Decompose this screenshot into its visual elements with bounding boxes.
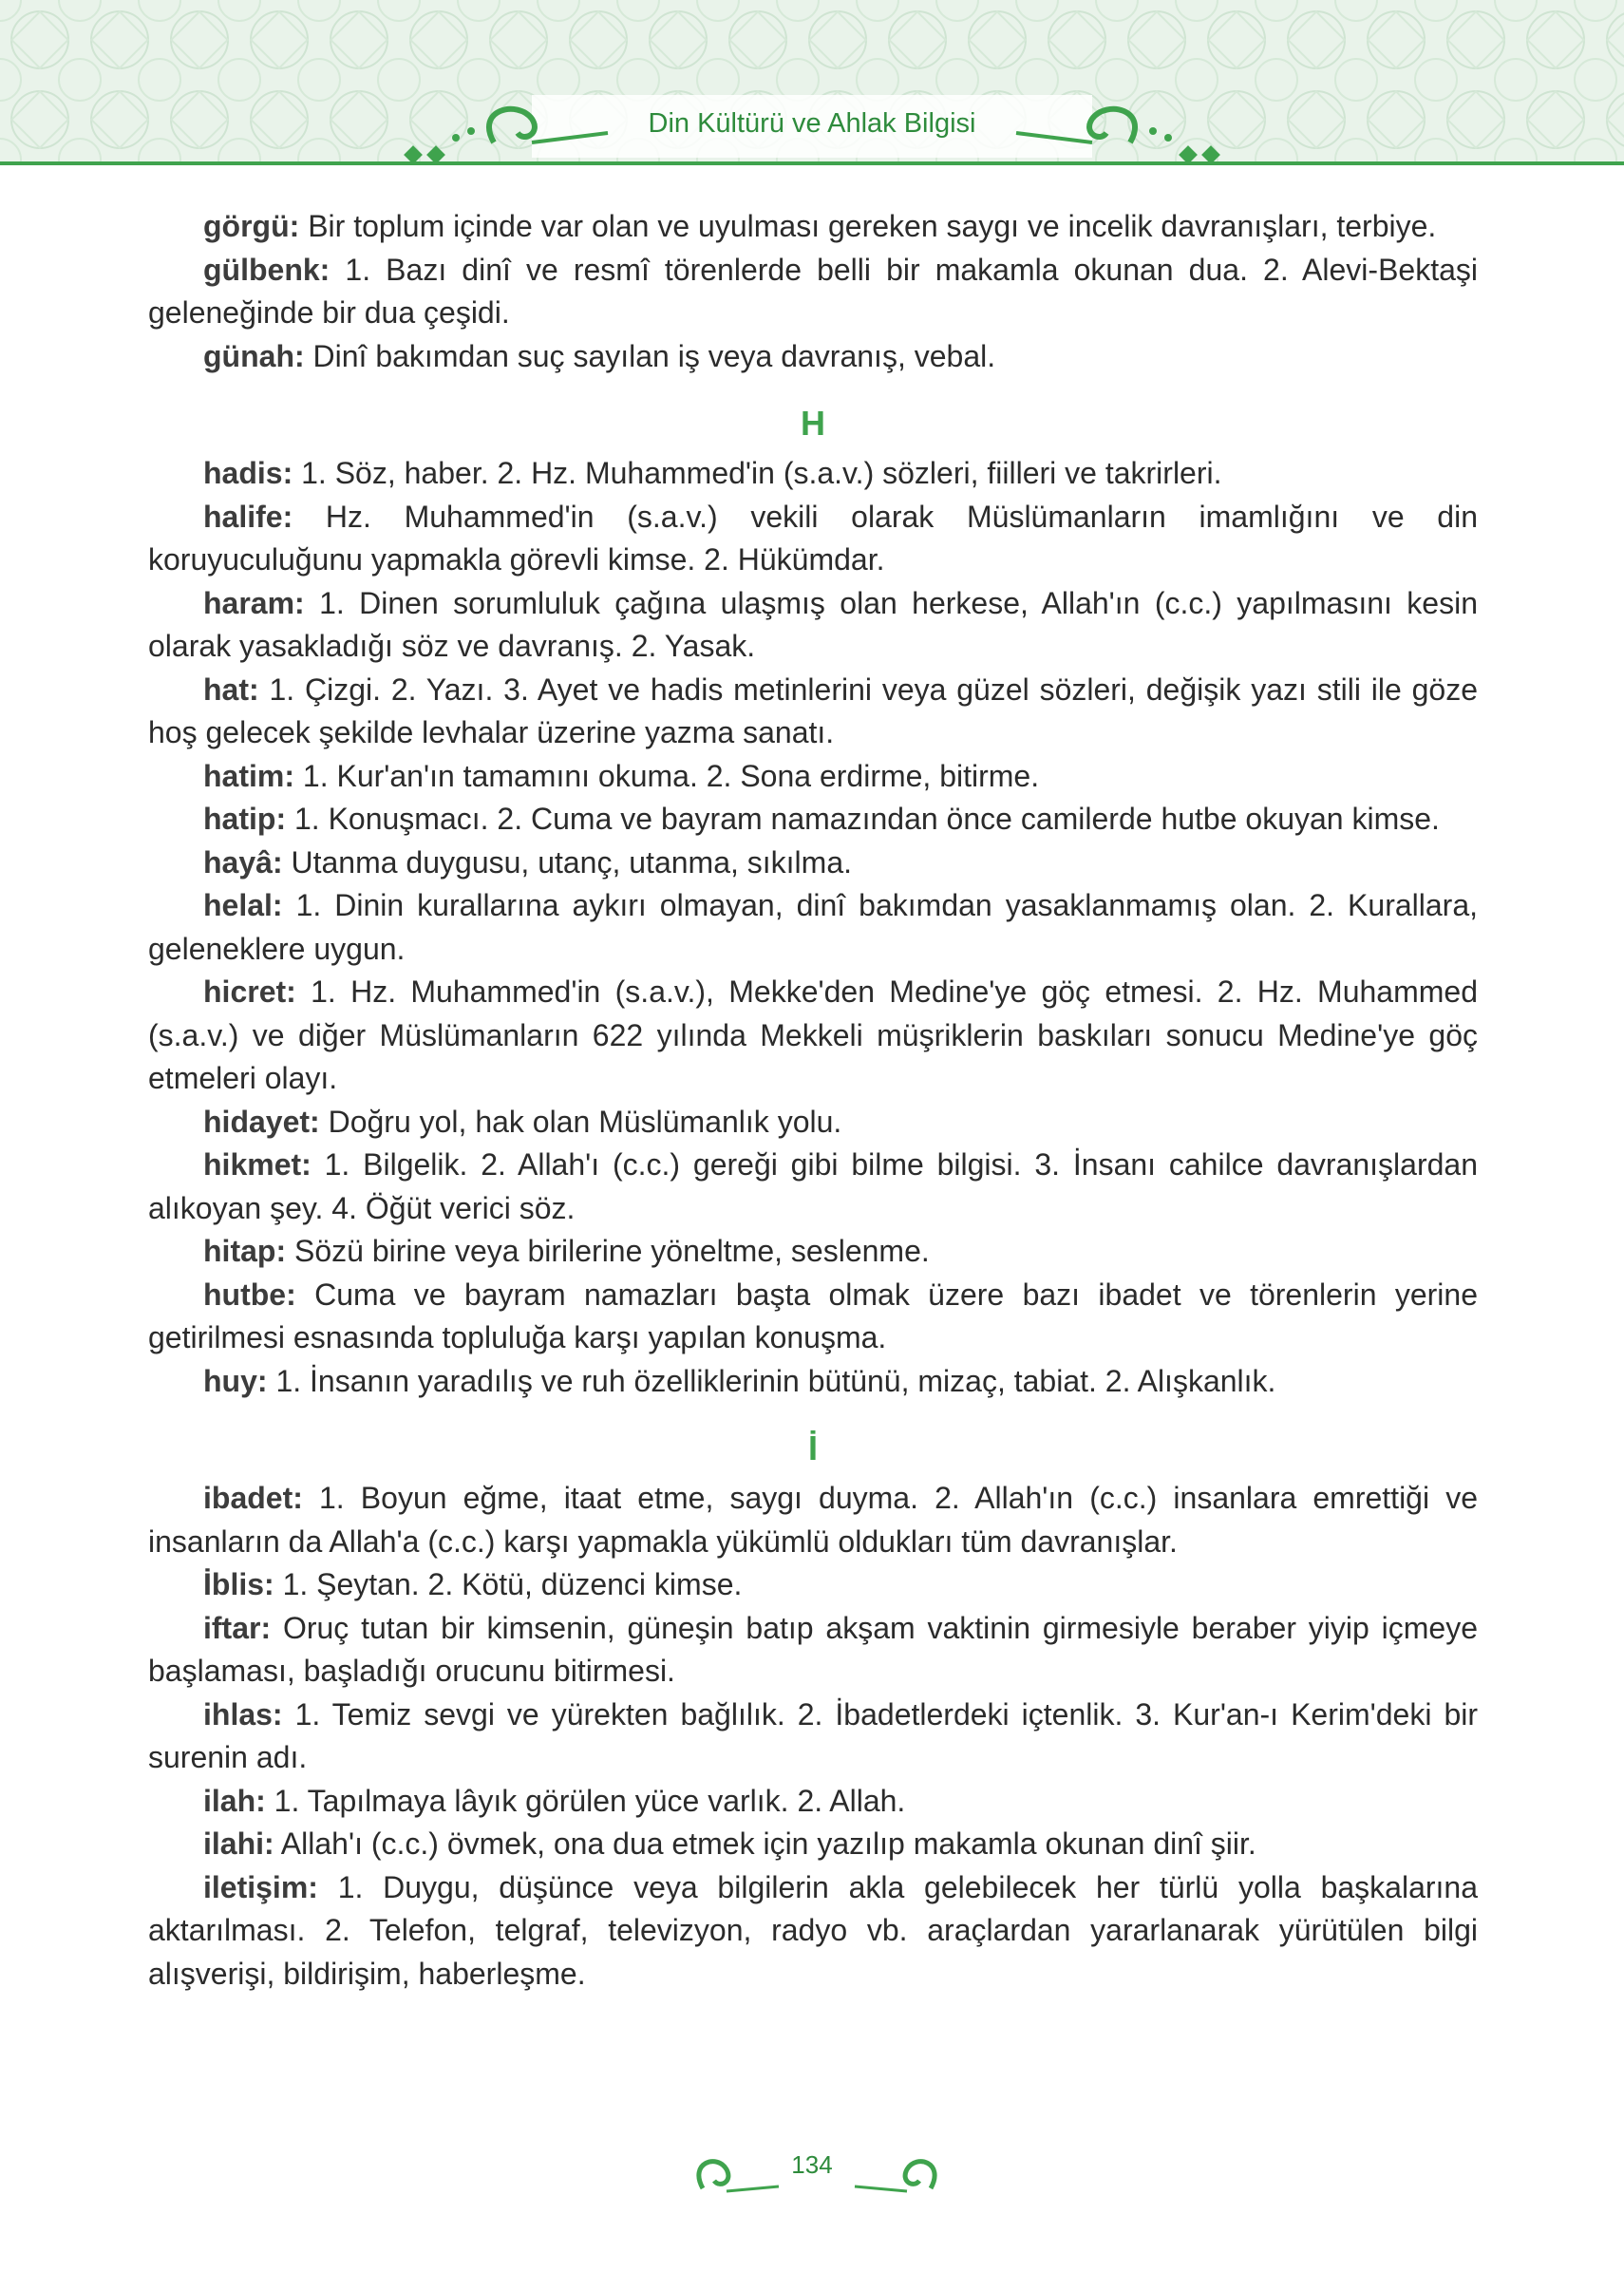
glossary-entry xyxy=(148,1101,1478,1145)
glossary-entry xyxy=(148,1477,1478,1563)
glossary-entry xyxy=(148,755,1478,799)
glossary-entry xyxy=(148,1694,1478,1780)
entry-term: günah: xyxy=(203,338,305,373)
entry-term: helal: xyxy=(203,888,283,922)
entry-term: gülbenk: xyxy=(203,252,330,287)
entry-term: hayâ: xyxy=(203,844,283,880)
glossary-entry xyxy=(148,1866,1478,1997)
entry-term: iftar: xyxy=(203,1610,272,1645)
entry-term: halife: xyxy=(203,499,293,534)
page-number: 134 xyxy=(791,2150,833,2179)
entry-definition: 1. Hz. Muhammed'in (s.a.v.), Mekke'den Medine'ye göç etmesi. 2. Hz. Muhammed (s.a.v.) ve diğer Müslümanların 622 yılında Mekkeli müşriklerin baskıları sonucu Medine'ye göç etmeleri olayı. xyxy=(148,975,1478,1095)
page-footer xyxy=(0,2139,1624,2205)
header-ornament-band xyxy=(0,0,1624,163)
entry-term: hat: xyxy=(203,672,259,707)
entry-definition: Dinî bakımdan suç sayılan iş veya davranış, vebal. xyxy=(304,338,996,373)
entry-definition: 1. Çizgi. 2. Yazı. 3. Ayet ve hadis metinlerini veya güzel sözleri, değişik yazı stili ile göze hoş gelecek şekilde levhalar üzerine yazma sanatı. xyxy=(148,672,1478,749)
entry-definition: 1. Temiz sevgi ve yürekten bağlılık. 2. İbadetlerdeki içtenlik. 3. Kur'an-ı Kerim'deki bir surenin adı. xyxy=(148,1696,1478,1774)
entry-definition: Hz. Muhammed'in (s.a.v.) vekili olarak Müslümanların imamlığını ve din koruyuculuğunu yapmakla görevli kimse. 2. Hükümdar. xyxy=(148,499,1478,577)
glossary-entry xyxy=(148,452,1478,496)
entry-definition: 1. Bazı dinî ve resmî törenlerde belli bir makamla okunan dua. 2. Alevi-Bektaşi geleneğinde bir dua çeşidi. xyxy=(148,252,1478,330)
section-letter-heading: İ xyxy=(807,1429,818,1467)
entry-definition: 1. Boyun eğme, itaat etme, saygı duyma. 2. Allah'ın (c.c.) insanlara emrettiği ve insanların da Allah'a (c.c.) karşı yapmakla yükümlü oldukları tüm davranışlar. xyxy=(148,1481,1478,1559)
entry-definition: 1. Şeytan. 2. Kötü, düzenci kimse. xyxy=(274,1567,743,1601)
entry-term: ilah: xyxy=(203,1783,266,1818)
entry-definition: Doğru yol, hak olan Müslümanlık yolu. xyxy=(319,1104,842,1139)
glossary-entry xyxy=(148,249,1478,335)
entry-term: hadis: xyxy=(203,456,293,490)
entry-term: iletişim: xyxy=(203,1869,318,1904)
glossary-entry xyxy=(148,1823,1478,1866)
glossary-entry xyxy=(148,1563,1478,1607)
entry-definition: Bir toplum içinde var olan ve uyulması gereken saygı ve incelik davranışları, terbiye. xyxy=(299,209,1437,243)
glossary-entry xyxy=(148,1780,1478,1824)
entry-definition: Oruç tutan bir kimsenin, güneşin batıp akşam vaktinin girmesiyle beraber yiyip içmeye başlaması, başladığı orucunu bitirmesi. xyxy=(148,1610,1478,1688)
glossary-entry xyxy=(148,1607,1478,1694)
glossary-entry xyxy=(148,1274,1478,1360)
entry-term: haram: xyxy=(203,585,305,620)
entry-definition: 1. Söz, haber. 2. Hz. Muhammed'in (s.a.v.) sözleri, fiilleri ve takrirleri. xyxy=(293,456,1222,490)
entry-term: hatim: xyxy=(203,758,294,793)
header-divider-line xyxy=(0,161,1624,165)
glossary-entry xyxy=(148,496,1478,582)
entry-definition: 1. Dinen sorumluluk çağına ulaşmış olan herkese, Allah'ın (c.c.) yapılmasını kesin olarak yasakladığı söz ve davranış. 2. Yasak. xyxy=(148,585,1478,663)
entry-term: ihlas: xyxy=(203,1696,283,1732)
entry-definition: 1. Bilgelik. 2. Allah'ı (c.c.) gereği gibi bilme bilgisi. 3. İnsanı cahilce davranışlardan alıkoyan şey. 4. Öğüt verici söz. xyxy=(148,1147,1478,1225)
glossary-entry xyxy=(148,798,1478,842)
entry-definition: Utanma duygusu, utanç, utanma, sıkılma. xyxy=(282,844,852,880)
glossary-entry xyxy=(148,842,1478,885)
entry-term: görgü: xyxy=(203,209,300,243)
entry-definition: 1. İnsanın yaradılış ve ruh özelliklerinin bütünü, mizaç, tabiat. 2. Alışkanlık. xyxy=(267,1363,1276,1398)
glossary-entry xyxy=(148,1144,1478,1230)
glossary-section-i xyxy=(148,1428,1478,1996)
glossary-section-g xyxy=(148,205,1478,378)
glossary-entry xyxy=(148,1360,1478,1404)
entry-term: hatip: xyxy=(203,802,287,836)
entry-definition: 1. Tapılmaya lâyık görülen yüce varlık. 2. Allah. xyxy=(265,1783,906,1818)
entry-definition: Sözü birine veya birilerine yöneltme, seslenme. xyxy=(286,1234,930,1268)
glossary-entry xyxy=(148,205,1478,249)
section-letter-heading: H xyxy=(801,404,825,443)
entry-term: ibadet: xyxy=(203,1481,303,1515)
entry-term: hikmet: xyxy=(203,1147,312,1182)
entry-definition: 1. Konuşmacı. 2. Cuma ve bayram namazından önce camilerde hutbe okuyan kimse. xyxy=(286,802,1440,836)
entry-definition: 1. Duygu, düşünce veya bilgilerin akla gelebilecek her türlü yolla başkalarına aktarılması. 2. Telefon, telgraf, televizyon, radyo vb. araçlardan yararlanarak yürütülen bilgi alışverişi, bildirişim, haberleşme. xyxy=(148,1869,1478,1991)
glossary-section-h xyxy=(148,403,1478,1403)
entry-definition: 1. Dinin kurallarına aykırı olmayan, dinî bakımdan yasaklanmamış olan. 2. Kurallara, geleneklere uygun. xyxy=(148,888,1478,966)
entry-definition: Cuma ve bayram namazları başta olmak üzere bazı ibadet ve törenlerin yerine getirilmesi esnasında topluluğa karşı yapılan konuşma. xyxy=(148,1277,1478,1354)
glossary-content xyxy=(148,205,1478,1996)
glossary-entry xyxy=(148,971,1478,1101)
entry-term: hidayet: xyxy=(203,1104,320,1139)
glossary-entry xyxy=(148,669,1478,755)
entry-definition: Allah'ı (c.c.) övmek, ona dua etmek için yazılıp makamla okunan dinî şiir. xyxy=(274,1826,1256,1861)
entry-term: ilahi: xyxy=(203,1826,274,1861)
entry-definition: 1. Kur'an'ın tamamını okuma. 2. Sona erdirme, bitirme. xyxy=(294,758,1040,793)
entry-term: hutbe: xyxy=(203,1277,296,1312)
entry-term: hicret: xyxy=(203,975,296,1009)
glossary-entry xyxy=(148,1230,1478,1274)
entry-term: İblis: xyxy=(203,1567,274,1601)
entry-term: hitap: xyxy=(203,1234,287,1268)
glossary-entry xyxy=(148,335,1478,379)
entry-term: huy: xyxy=(203,1363,268,1398)
book-title: Din Kültürü ve Ahlak Bilgisi xyxy=(648,108,976,139)
glossary-entry xyxy=(148,884,1478,971)
glossary-entry xyxy=(148,582,1478,669)
